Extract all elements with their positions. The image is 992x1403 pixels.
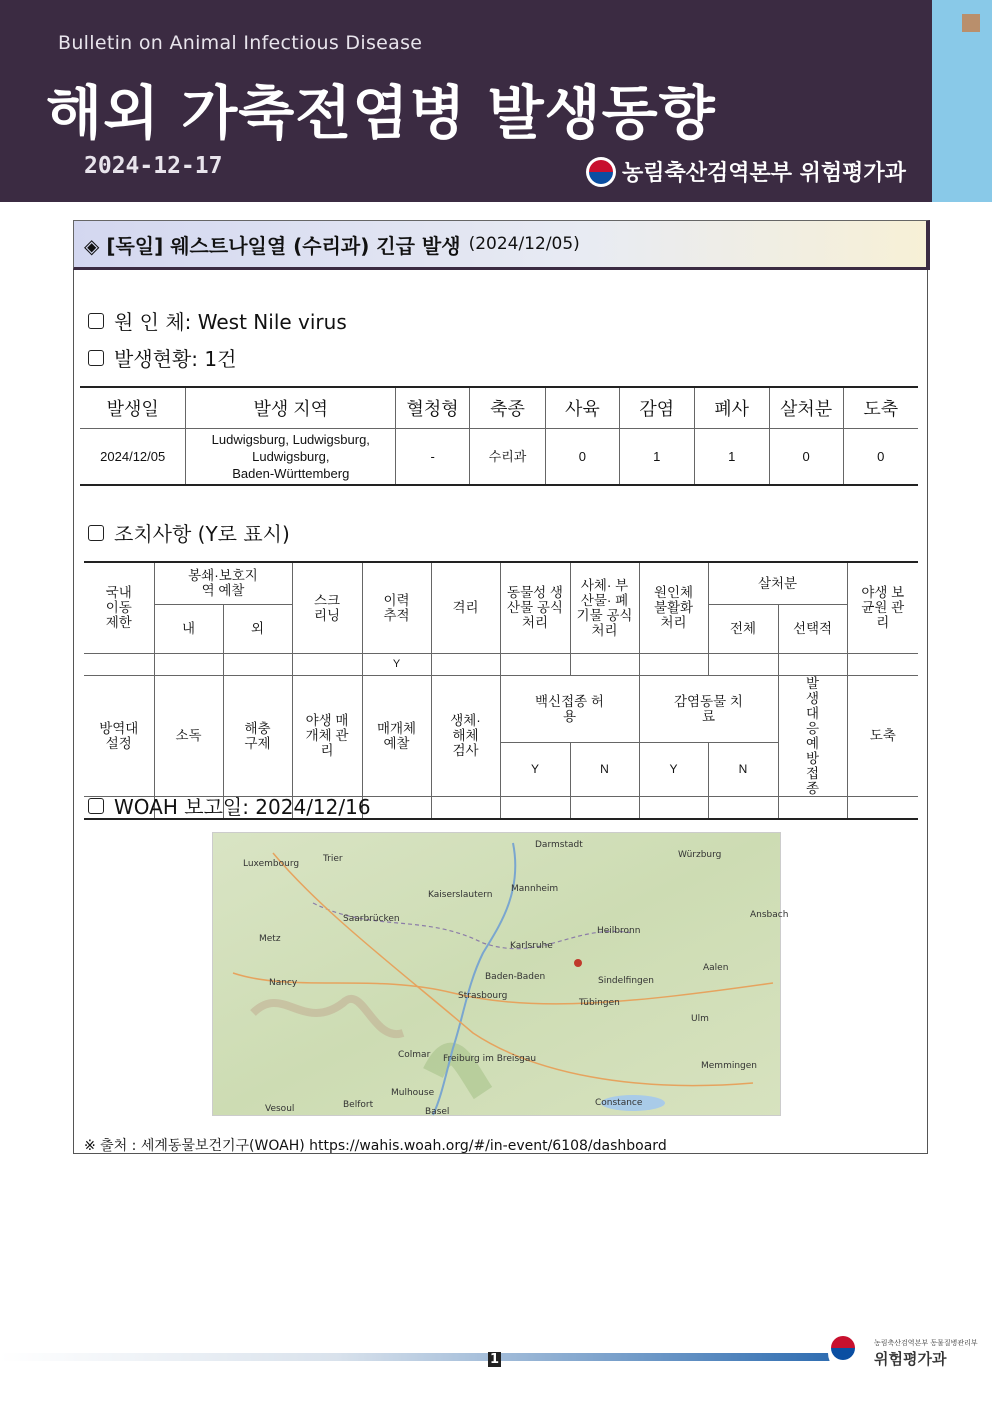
col-header: 폐사 (694, 387, 769, 429)
taeguk-logo-icon (586, 157, 616, 187)
taeguk-logo-icon (828, 1333, 868, 1373)
measure-value (778, 653, 847, 675)
bulletin-subtitle: Bulletin on Animal Infectious Disease (58, 32, 423, 54)
header-banner (0, 0, 932, 202)
pathogen-text: 원 인 체: West Nile virus (114, 310, 347, 334)
measure-value (500, 653, 570, 675)
woah-report-date: WOAH 보고일: 2024/12/16 (114, 795, 371, 819)
col-header: 발생 지역 (186, 387, 396, 429)
measure-value (431, 796, 500, 819)
infected-count: 1 (619, 429, 694, 486)
vaccination-y: Y (500, 742, 570, 796)
org-label (586, 156, 906, 187)
treatment-y: Y (639, 742, 708, 796)
kept-count: 0 (545, 429, 619, 486)
measure-value (154, 653, 223, 675)
page-number: 1 (490, 1352, 500, 1367)
map-label: Mannheim (511, 884, 559, 894)
zoning-header: 방역대 설정 (84, 675, 154, 796)
measure-value (639, 653, 708, 675)
footer-line (0, 1353, 840, 1361)
status-line (88, 343, 236, 372)
region-line: Ludwigsburg, Ludwigsburg, (211, 432, 370, 447)
measure-value (362, 796, 431, 819)
vector-surveillance-header: 매개체 예찰 (362, 675, 431, 796)
quarantine-header: 격리 (431, 562, 500, 653)
tracing-header: 이력 추적 (362, 562, 431, 653)
col-header: 축종 (470, 387, 546, 429)
measures-table (84, 561, 918, 820)
map-label: Darmstadt (535, 840, 583, 850)
corner-square (962, 14, 980, 32)
region-line: Baden-Württemberg (232, 466, 350, 481)
map-label: Nancy (269, 978, 298, 988)
org-name: 농림축산검역본부 위험평가과 (622, 161, 906, 186)
products-header: 동물성 생산물 공식 처리 (500, 562, 570, 653)
status-text: 발생현황: 1건 (114, 347, 237, 371)
map-label: Ulm (691, 1014, 709, 1024)
culling-header: 살처분 (708, 562, 847, 604)
footer-org (874, 1338, 978, 1369)
map-label: Freiburg im Breisgau (443, 1054, 537, 1064)
disinfection-header: 소독 (154, 675, 223, 796)
pathogen-line (88, 306, 347, 335)
species: 수리과 (470, 429, 546, 486)
outbreak-location-marker (574, 959, 582, 967)
map-label: Basel (425, 1107, 450, 1117)
table-header-row (80, 387, 918, 429)
measures-header-row-3 (84, 675, 918, 742)
col-header: 살처분 (769, 387, 843, 429)
map-label: Tübingen (579, 998, 620, 1008)
wildlife-reservoir-header: 야생 보균원 관리 (847, 562, 918, 653)
source-note: ※ 출처 : 세계동물보건기구(WOAH) https://wahis.woah.org/#/in-event/6108/dashboard (84, 1138, 667, 1154)
map-label: Trier (323, 854, 343, 864)
measure-value (292, 653, 362, 675)
map-label: Luxembourg (243, 859, 300, 869)
measures-line (88, 518, 290, 547)
measure-value (84, 653, 154, 675)
culled-count: 0 (769, 429, 843, 486)
map-label: Würzburg (678, 850, 722, 860)
map-label: Aalen (703, 963, 729, 973)
dead-count: 1 (694, 429, 769, 486)
col-header: 혈청형 (396, 387, 470, 429)
outbreak-region (186, 429, 396, 486)
map-label: Constance (595, 1098, 643, 1108)
tracing-value: Y (362, 653, 431, 675)
slaughter-header: 도축 (847, 675, 918, 796)
vaccination-n: N (570, 742, 639, 796)
outbreak-map (212, 832, 789, 1117)
outbreak-table (80, 386, 918, 486)
issue-date: 2024-12-17 (84, 153, 223, 179)
col-header: 발생일 (80, 387, 186, 429)
measure-value (778, 796, 847, 819)
culling-selective-header: 선택적 (778, 604, 847, 653)
vaccination-header: 백신접종 허용 (500, 675, 639, 742)
vector-control-header: 해충 구제 (223, 675, 292, 796)
col-header: 감염 (619, 387, 694, 429)
measure-value (708, 796, 778, 819)
report-heading-date: (2024/12/05) (468, 234, 580, 254)
map-label: Vesoul (265, 1104, 295, 1114)
checkbox-icon (88, 313, 104, 329)
measures-header-row-1 (84, 562, 918, 604)
checkbox-icon (88, 350, 104, 366)
map-label: Kaiserslautern (428, 890, 493, 900)
map-label: Memmingen (701, 1061, 757, 1071)
report-heading-text: ◈ [독일] 웨스트나일열 (수리과) 긴급 발생 (84, 233, 461, 258)
measure-value (500, 796, 570, 819)
measure-value (570, 653, 639, 675)
sampling-header: 생체· 해체 검사 (431, 675, 500, 796)
map-label: Metz (259, 934, 281, 944)
measures-value-row-1 (84, 653, 918, 675)
col-header: 사육 (545, 387, 619, 429)
measure-value (639, 796, 708, 819)
map-label: Saarbrücken (343, 914, 400, 924)
checkbox-icon (88, 798, 104, 814)
map-label: Sindelfingen (598, 976, 654, 986)
zone-out-header: 외 (223, 604, 292, 653)
measure-value (570, 796, 639, 819)
checkbox-icon (88, 525, 104, 541)
map-label: Heilbronn (597, 926, 641, 936)
pathogen-inactivation-header: 원인체 불활화 처리 (639, 562, 708, 653)
slaughtered-count: 0 (843, 429, 918, 486)
screening-header: 스크 리닝 (292, 562, 362, 653)
measure-value (223, 653, 292, 675)
woah-line (88, 791, 371, 820)
map-label: Belfort (343, 1100, 374, 1110)
serotype: - (396, 429, 470, 486)
movement-header: 국내 이동 제한 (84, 562, 154, 653)
measure-value (708, 653, 778, 675)
outbreak-date: 2024/12/05 (80, 429, 186, 486)
measure-value (847, 796, 918, 819)
map-label: Strasbourg (458, 991, 508, 1001)
footer-org-name: 위험평가과 (874, 1349, 947, 1368)
map-label: Mulhouse (391, 1088, 435, 1098)
prevention-header: 발생 대응 예방 접종 (778, 675, 847, 796)
region-line: Ludwigsburg, (252, 449, 330, 464)
measure-value (847, 653, 918, 675)
wild-vector-header: 야생 매개체 관리 (292, 675, 362, 796)
footer-org-small: 농림축산검역본부 동물질병관리부 (874, 1338, 978, 1347)
table-row (80, 429, 918, 486)
carcass-header: 사체· 부산물· 폐기물 공식 처리 (570, 562, 639, 653)
page-title: 해외 가축전염병 발생동향 (46, 79, 716, 147)
measure-value (431, 653, 500, 675)
col-header: 도축 (843, 387, 918, 429)
zone-in-header: 내 (154, 604, 223, 653)
map-label: Karlsruhe (510, 941, 553, 951)
treatment-header: 감염동물 치료 (639, 675, 778, 742)
footer-logo (828, 1333, 978, 1373)
map-label: Colmar (398, 1050, 431, 1060)
treatment-n: N (708, 742, 778, 796)
zone-header: 봉쇄·보호지역 예찰 (154, 562, 292, 604)
map-label: Ansbach (750, 910, 789, 920)
measures-text: 조치사항 (Y로 표시) (114, 522, 290, 546)
report-heading (73, 220, 930, 270)
map-label: Baden-Baden (485, 972, 546, 982)
culling-all-header: 전체 (708, 604, 778, 653)
